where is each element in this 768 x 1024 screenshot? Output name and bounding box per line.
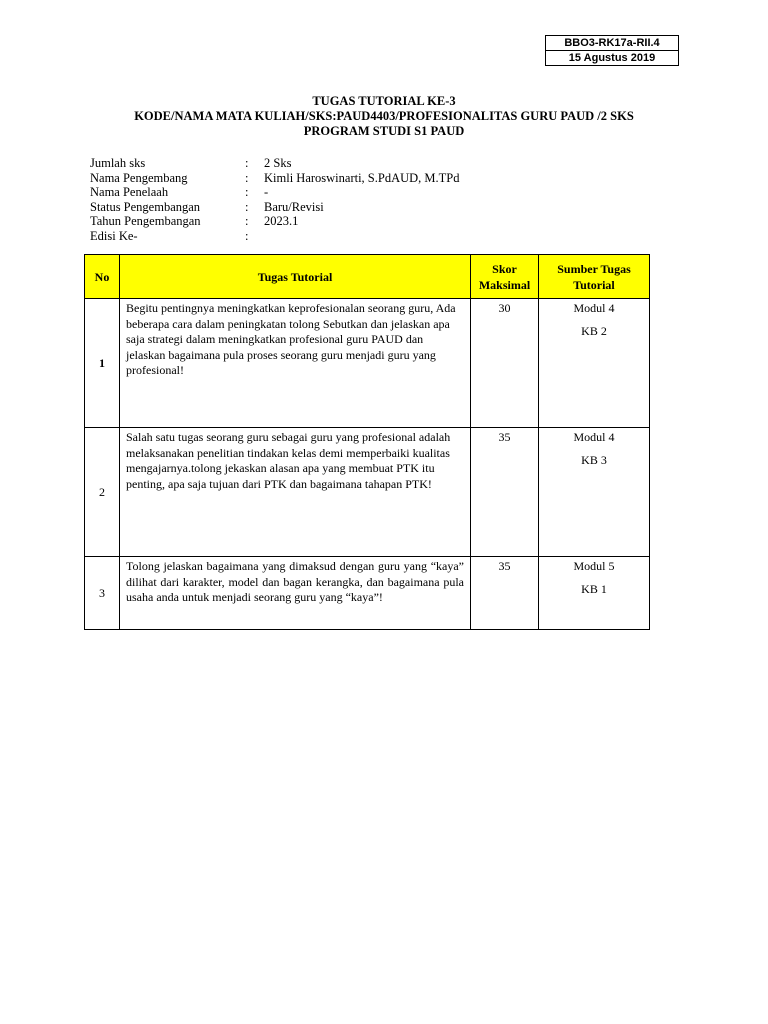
header-title: TUGAS TUTORIAL KE-3	[312, 94, 456, 108]
meta-value: -	[264, 185, 269, 199]
row-skor: 35	[471, 557, 539, 630]
meta-separator: :	[245, 170, 249, 185]
meta-row	[90, 229, 460, 244]
meta-label: Status Pengembangan	[90, 199, 201, 214]
header-task: Tugas Tutorial	[120, 255, 471, 299]
header-no: No	[85, 255, 120, 299]
row-number: 1	[85, 299, 120, 428]
row-skor: 35	[471, 428, 539, 557]
meta-label: Nama Penelaah	[90, 185, 169, 199]
row-number: 3	[85, 557, 120, 630]
table-row	[85, 428, 650, 557]
row-task: Salah satu tugas seorang guru sebagai guru yang profesional adalah melaksanakan penelitian tindakan kelas demi memperbaiki kualitas mengajarnya.tolong jekaskan alasan apa yang membuat PTK itu penting, apa saja tujuan dari PTK dan bagaimana tahapan PTK!	[120, 428, 471, 557]
meta-row	[90, 185, 460, 200]
meta-label: Jumlah sks	[90, 156, 146, 170]
meta-row	[90, 214, 460, 229]
meta-separator: :	[245, 185, 249, 199]
document-header	[0, 94, 768, 139]
row-source	[539, 299, 650, 428]
tutorial-task-table	[84, 254, 650, 630]
meta-separator: :	[245, 214, 249, 228]
row-modul: Modul 4	[573, 301, 615, 315]
row-kb: KB 1	[581, 582, 607, 596]
meta-label: Tahun Pengembangan	[90, 214, 201, 228]
row-source	[539, 557, 650, 630]
header-course: KODE/NAMA MATA KULIAH/SKS:PAUD4403/PROFESIONALITAS GURU PAUD /2 SKS	[134, 109, 634, 123]
document-code-box	[545, 35, 679, 66]
row-kb: KB 3	[581, 453, 607, 467]
meta-row	[90, 200, 460, 215]
document-date: 15 Agustus 2019	[546, 50, 678, 65]
meta-value: Kimli Haroswinarti, S.PdAUD, M.TPd	[264, 170, 460, 185]
row-skor: 30	[471, 299, 539, 428]
row-modul: Modul 4	[573, 430, 615, 444]
row-task: Tolong jelaskan bagaimana yang dimaksud dengan guru yang “kaya” dilihat dari karakter, model dan bagan kerangka, dan bagaimana pula usaha anda untuk menjadi seorang guru yang “kaya”!	[120, 557, 471, 630]
header-skor: Skor Maksimal	[471, 255, 539, 299]
table-header-row	[85, 255, 650, 299]
row-source	[539, 428, 650, 557]
table-row	[85, 557, 650, 630]
header-program: PROGRAM STUDI S1 PAUD	[303, 124, 465, 138]
row-number: 2	[85, 428, 120, 557]
meta-label: Nama Pengembang	[90, 170, 188, 185]
meta-value: 2023.1	[264, 214, 299, 228]
meta-value: Baru/Revisi	[264, 199, 324, 214]
meta-separator: :	[245, 199, 249, 214]
meta-info	[90, 156, 460, 243]
row-task: Begitu pentingnya meningkatkan keprofesionalan seorang guru, Ada beberapa cara dalam peningkatan tolong Sebutkan dan jelaskan apa saja strategi dalam meningkatkan profesional guru PAUD dan jelaskan bagaimana pula proses seorang guru menjadi guru yang profesional!	[120, 299, 471, 428]
meta-separator: :	[245, 156, 249, 170]
meta-row	[90, 171, 460, 186]
meta-label: Edisi Ke-	[90, 228, 138, 243]
row-modul: Modul 5	[573, 559, 615, 573]
row-kb: KB 2	[581, 324, 607, 338]
document-code: BBO3-RK17a-RII.4	[564, 37, 660, 49]
meta-value: 2 Sks	[264, 156, 292, 170]
meta-separator: :	[245, 228, 249, 243]
header-source: Sumber Tugas Tutorial	[539, 255, 650, 299]
meta-row	[90, 156, 460, 171]
table-row	[85, 299, 650, 428]
